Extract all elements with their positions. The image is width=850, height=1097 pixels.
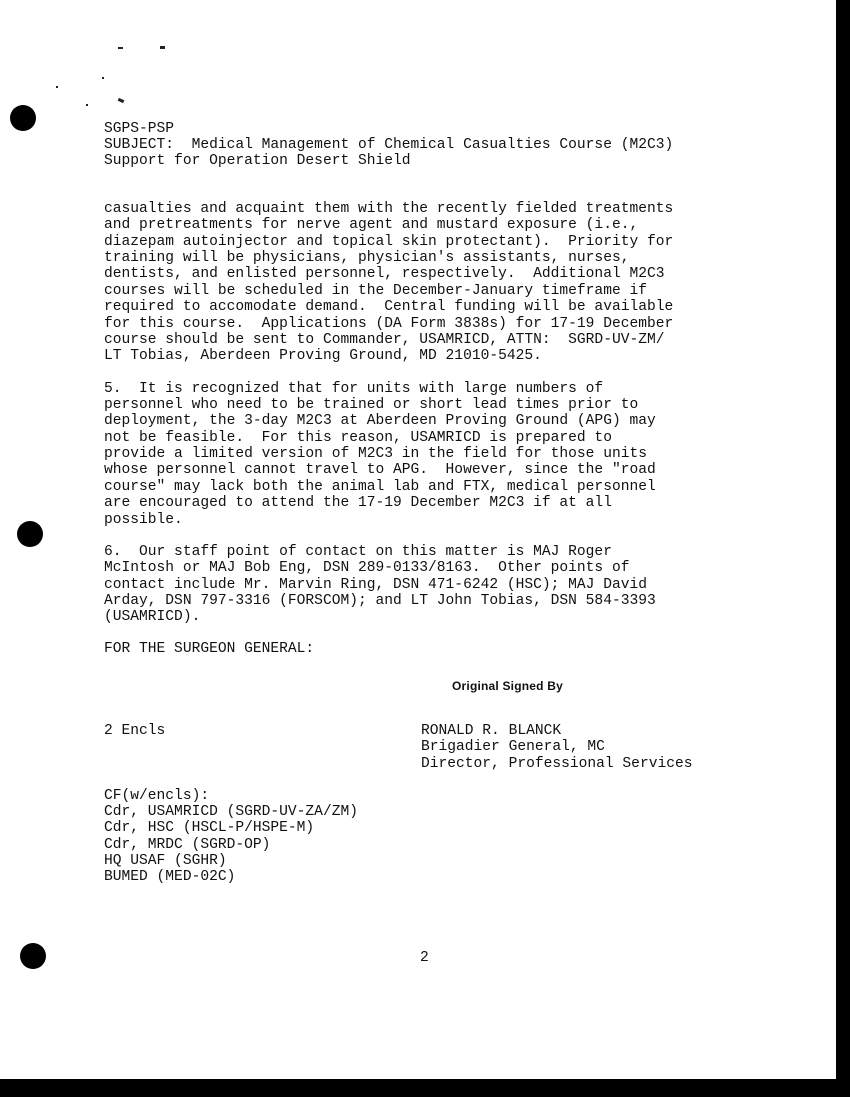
signature-stamp: Original Signed By (452, 679, 563, 693)
distribution-recipient: Cdr, MRDC (SGRD-OP) (104, 837, 271, 853)
scan-speck (118, 98, 125, 103)
subject-line: SUBJECT: Medical Management of Chemical Casualties Course (M2C3) (104, 137, 674, 153)
text-line: 6. Our staff point of contact on this matter is MAJ Roger (104, 544, 612, 560)
subject-line-continued: Support for Operation Desert Shield (104, 153, 411, 169)
page-number: 2 (420, 950, 429, 966)
text-line: LT Tobias, Aberdeen Proving Ground, MD 21010-5425. (104, 348, 542, 364)
text-line: not be feasible. For this reason, USAMRICD is prepared to (104, 430, 612, 446)
text-line: McIntosh or MAJ Bob Eng, DSN 289-0133/8163. Other points of (104, 560, 630, 576)
text-line: required to accomodate demand. Central funding will be available (104, 299, 674, 315)
text-line: whose personnel cannot travel to APG. However, since the "road (104, 462, 656, 478)
scan-speck (102, 77, 104, 79)
distribution-recipient: BUMED (MED-02C) (104, 869, 236, 885)
text-line: course" may lack both the animal lab and FTX, medical personnel (104, 479, 656, 495)
distribution-recipient: Cdr, HSC (HSCL-P/HSPE-M) (104, 820, 315, 836)
text-line: diazepam autoinjector and topical skin protectant). Priority for (104, 234, 674, 250)
text-line: 5. It is recognized that for units with large numbers of (104, 381, 604, 397)
text-line: casualties and acquaint them with the recently fielded treatments (104, 201, 674, 217)
text-line: are encouraged to attend the 17-19 December M2C3 if at all (104, 495, 612, 511)
office-symbol: SGPS-PSP (104, 121, 175, 137)
text-line: dentists, and enlisted personnel, respectively. Additional M2C3 (104, 266, 665, 282)
punch-hole-top (10, 105, 36, 131)
text-line: course should be sent to Commander, USAMRICD, ATTN: SGRD-UV-ZM/ (104, 332, 665, 348)
signer-name: RONALD R. BLANCK (421, 723, 562, 739)
text-line: deployment, the 3-day M2C3 at Aberdeen Proving Ground (APG) may (104, 413, 656, 429)
distribution-recipient: HQ USAF (SGHR) (104, 853, 227, 869)
text-line: provide a limited version of M2C3 in the field for those units (104, 446, 647, 462)
distribution-recipient: Cdr, USAMRICD (SGRD-UV-ZA/ZM) (104, 804, 358, 820)
distribution-heading: CF(w/encls): (104, 788, 210, 804)
text-line: contact include Mr. Marvin Ring, DSN 471-6242 (HSC); MAJ David (104, 577, 647, 593)
text-line: and pretreatments for nerve agent and mustard exposure (i.e., (104, 217, 639, 233)
text-line: courses will be scheduled in the December-January timeframe if (104, 283, 647, 299)
scan-speck (86, 104, 88, 106)
text-line: training will be physicians, physician's assistants, nurses, (104, 250, 630, 266)
text-line: Arday, DSN 797-3316 (FORSCOM); and LT John Tobias, DSN 584-3393 (104, 593, 656, 609)
authority-line: FOR THE SURGEON GENERAL: (104, 641, 315, 657)
scan-edge-bottom (0, 1079, 850, 1097)
text-line: (USAMRICD). (104, 609, 201, 625)
signer-title: Director, Professional Services (421, 756, 693, 772)
signer-rank: Brigadier General, MC (421, 739, 605, 755)
enclosures-note: 2 Encls (104, 723, 166, 739)
text-line: personnel who need to be trained or short lead times prior to (104, 397, 639, 413)
scan-edge-right (836, 0, 850, 1097)
punch-hole-middle (17, 521, 43, 547)
scan-speck (56, 86, 58, 88)
text-line: for this course. Applications (DA Form 3838s) for 17-19 December (104, 316, 674, 332)
scan-speck (160, 46, 165, 49)
text-line: possible. (104, 512, 183, 528)
scan-speck (118, 47, 123, 49)
punch-hole-bottom (20, 943, 46, 969)
